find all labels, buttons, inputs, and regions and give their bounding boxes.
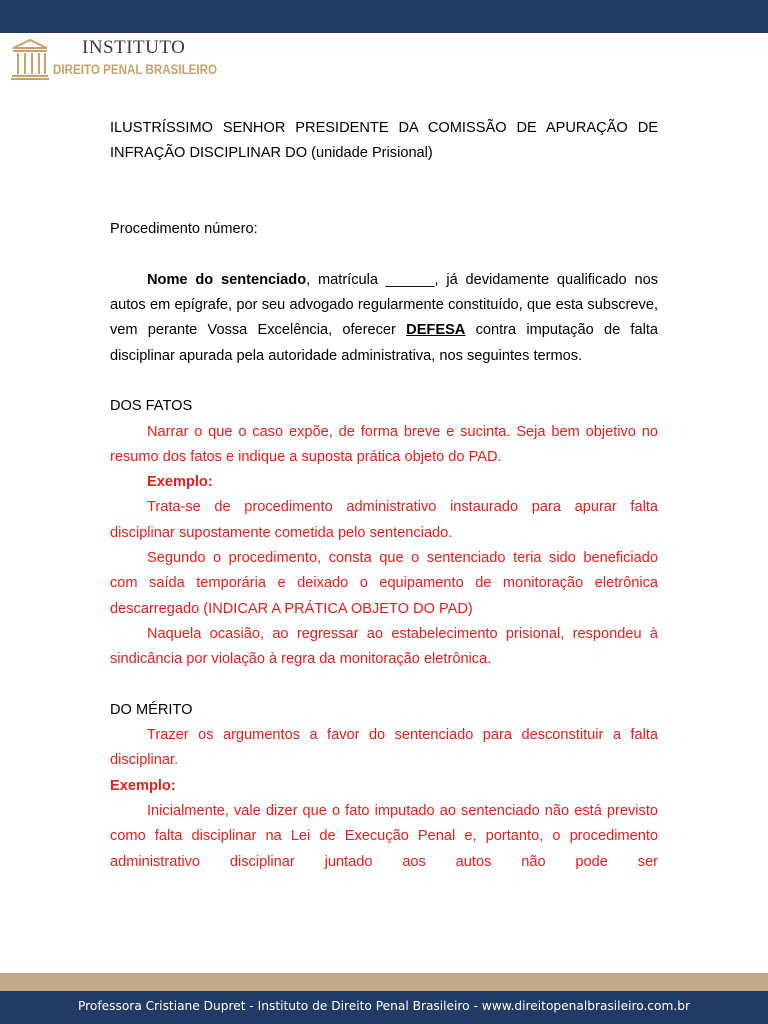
institute-logo: [10, 36, 230, 82]
logo-subtitle: DIREITO PENAL BRASILEIRO: [53, 62, 218, 77]
facts-paragraph-3: Naquela ocasião, ao regressar ao estabelecimento prisional, respondeu à sindicância por violação à regra da monitoração eletrônica.: [110, 625, 658, 668]
intro-text-1: , matrícula ______, já devidamente qualificado nos autos em epígrafe, por seu advogado regularmente constituído, que esta subscreve, vem perante Vossa Excelência, oferecer: [110, 271, 658, 339]
procedure-number-label: Procedimento número:: [110, 221, 258, 238]
facts-heading: DOS FATOS: [110, 398, 193, 415]
merit-instruction: Trazer os argumentos a favor do sentenciado para desconstituir a falta disciplinar.: [110, 727, 658, 769]
logo-title: INSTITUTO: [82, 37, 186, 58]
column-building-icon: [10, 38, 50, 80]
addressee: ILUSTRÍSSIMO SENHOR PRESIDENTE DA COMISSÃO DE APURAÇÃO DE INFRAÇÃO DISCIPLINAR DO (unidade Prisional): [110, 120, 658, 162]
intro-text-2: contra imputação de falta disciplinar apurada pela autoridade administrativa, nos seguintes termos.: [110, 322, 658, 364]
intro-paragraph: [110, 268, 658, 369]
facts-paragraph-2: Segundo o procedimento, consta que o sentenciado teria sido beneficiado com saída temporária e deixado o equipamento de monitoração eletrônica descarregado (INDICAR A PRÁTICA OBJETO DO PAD): [110, 550, 658, 617]
footer-text: Professora Cristiane Dupret - Instituto de Direito Penal Brasileiro - www.direitopenalbrasileiro.com.br: [78, 999, 690, 1013]
top-header-bar: [0, 0, 768, 33]
merit-paragraph-1: Inicialmente, vale dizer que o fato imputado ao sentenciado não está previsto como falta disciplinar na Lei de Execução Penal e, portanto, o procedimento administrativo disciplinar juntado aos autos não pode ser: [110, 803, 658, 870]
footer-bar: [0, 991, 768, 1024]
facts-example-label: Exemplo:: [147, 474, 213, 491]
footer-gold-stripe: [0, 973, 768, 991]
sentenced-name: Nome do sentenciado: [147, 271, 307, 288]
document-body: [110, 116, 658, 875]
facts-instruction: Narrar o que o caso expõe, de forma breve e sucinta. Seja bem objetivo no resumo dos fatos e indique a suposta prática objeto do PAD.: [110, 423, 658, 465]
facts-paragraph-1: Trata-se de procedimento administrativo instaurado para apurar falta disciplinar supostamente cometida pelo sentenciado.: [110, 499, 658, 541]
defesa-word: DEFESA: [406, 322, 466, 339]
merit-example-label: Exemplo:: [110, 777, 176, 794]
merit-heading: DO MÉRITO: [110, 701, 193, 718]
